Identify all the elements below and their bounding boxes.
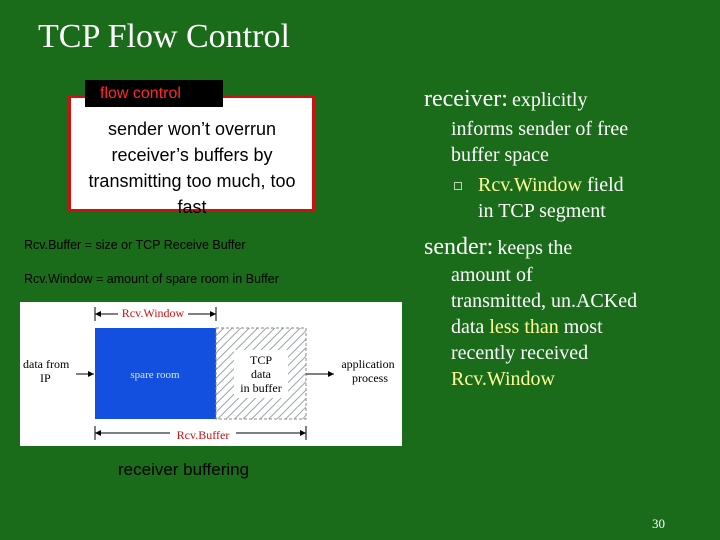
receiver-bullet-field: field [587,174,624,196]
sender-line-5: recently received [451,342,589,364]
sender-line-2: amount of [451,264,533,286]
data-from-label-1: data from [23,357,70,371]
sender-line-4 [451,316,603,339]
data-from-label-2: IP [40,371,51,385]
page-number: 30 [652,516,665,531]
tcp-data-label-2: data [251,367,271,381]
sender-line-3: transmitted, un.ACKed [451,290,638,312]
sender-line-1: keeps the [497,237,573,259]
diagram-caption: receiver buffering [118,460,250,479]
sender-line-4-data: data [451,316,485,338]
receiver-bullet-line-2: in TCP segment [478,200,606,222]
flow-control-tag: flow control [85,80,223,107]
rcvwindow-highlight: Rcv.Window [478,174,582,196]
receiver-line-1: explicitly [511,89,588,111]
application-label-2: process [352,371,388,385]
buffer-diagram-svg [20,302,402,446]
sender-heading: sender: [424,234,494,260]
rcvbuffer-definition: Rcv.Buffer = size or TCP Receive Buffer [24,238,246,252]
rcvbuffer-label: Rcv.Buffer [176,428,230,442]
application-label-1: application [341,357,395,371]
less-than-highlight: less than [489,316,559,338]
sender-line-6: Rcv.Window [451,368,555,390]
buffer-diagram [20,302,402,446]
rcvwindow-definition: Rcv.Window = amount of spare room in Buffer [24,272,279,286]
tcp-data-label-1: TCP [249,353,273,367]
rcvwindow-label: Rcv.Window [121,306,185,320]
sender-heading-line [424,234,572,261]
receiver-bullet-line [478,174,624,197]
spare-room-label: spare room [130,369,180,381]
flow-control-text: sender won’t overrun receiver’s buffers by transmitting too much, too fast [88,119,296,217]
receiver-line-3: buffer space [451,144,549,166]
receiver-heading-line [424,86,587,113]
receiver-heading: receiver: [424,86,508,112]
tcp-data-label-3: in buffer [240,381,282,395]
bullet-square-icon [454,182,462,190]
receiver-line-2: informs sender of free [451,118,629,140]
sender-line-4-most: most [563,316,603,338]
slide-title: TCP Flow Control [38,18,290,55]
